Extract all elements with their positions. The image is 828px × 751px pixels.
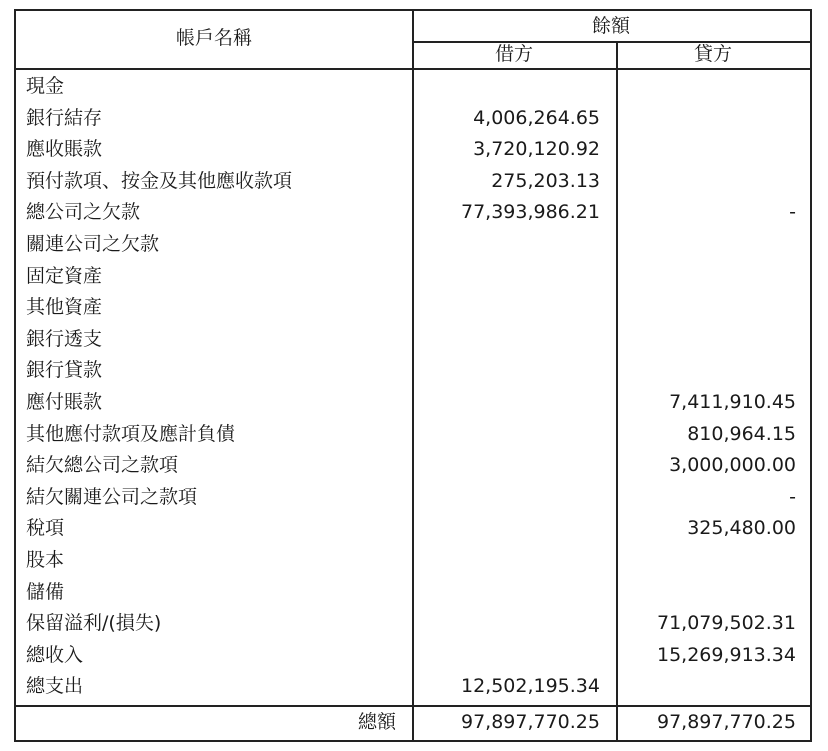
row-account-name: 其他應付款項及應計負債: [26, 423, 236, 445]
header-balance: 餘額: [591, 15, 630, 37]
row-account-name: 結欠總公司之款項: [26, 454, 179, 476]
row-credit: 325,480.00: [687, 517, 796, 539]
row-credit: 810,964.15: [687, 423, 796, 445]
row-account-name: 固定資產: [26, 265, 103, 287]
row-debit: 77,393,986.21: [460, 201, 600, 223]
row-account-name: 應收賬款: [26, 138, 103, 160]
row-account-name: 總支出: [26, 675, 84, 697]
header-debit: 借方: [494, 43, 533, 65]
row-account-name: 預付款項、按金及其他應收款項: [26, 170, 293, 192]
row-credit: 15,269,913.34: [656, 644, 796, 666]
row-account-name: 總公司之欠款: [26, 201, 141, 223]
total-debit: 97,897,770.25: [460, 711, 600, 733]
row-account-name: 總收入: [26, 644, 84, 666]
trial-balance-table: [14, 9, 812, 742]
row-account-name: 銀行結存: [26, 107, 103, 129]
row-account-name: 關連公司之欠款: [26, 233, 160, 255]
row-debit: 4,006,264.65: [473, 107, 600, 129]
column-divider: [616, 41, 618, 740]
row-account-name: 銀行透支: [26, 328, 103, 350]
header-credit: 貸方: [693, 43, 732, 65]
row-credit: 71,079,502.31: [656, 612, 796, 634]
row-account-name: 其他資產: [26, 296, 103, 318]
row-account-name: 結欠關連公司之款項: [26, 486, 198, 508]
row-debit: 275,203.13: [491, 170, 600, 192]
row-account-name: 應付賬款: [26, 391, 103, 413]
row-debit: 3,720,120.92: [473, 138, 600, 160]
header-divider: [16, 68, 810, 70]
row-credit: 7,411,910.45: [669, 391, 796, 413]
row-account-name: 稅項: [26, 517, 65, 539]
total-credit: 97,897,770.25: [656, 711, 796, 733]
header-account-name: 帳戶名稱: [175, 27, 252, 49]
row-debit: 12,502,195.34: [460, 675, 600, 697]
total-divider: [16, 705, 810, 707]
row-credit: -: [789, 486, 796, 508]
row-account-name: 股本: [26, 549, 65, 571]
row-account-name: 儲備: [26, 581, 65, 603]
row-account-name: 現金: [26, 75, 65, 97]
header-divider: [412, 41, 810, 43]
row-account-name: 銀行貸款: [26, 359, 103, 381]
row-account-name: 保留溢利/(損失): [26, 612, 162, 634]
row-credit: -: [789, 201, 796, 223]
total-label: 總額: [357, 711, 396, 733]
row-credit: 3,000,000.00: [669, 454, 796, 476]
